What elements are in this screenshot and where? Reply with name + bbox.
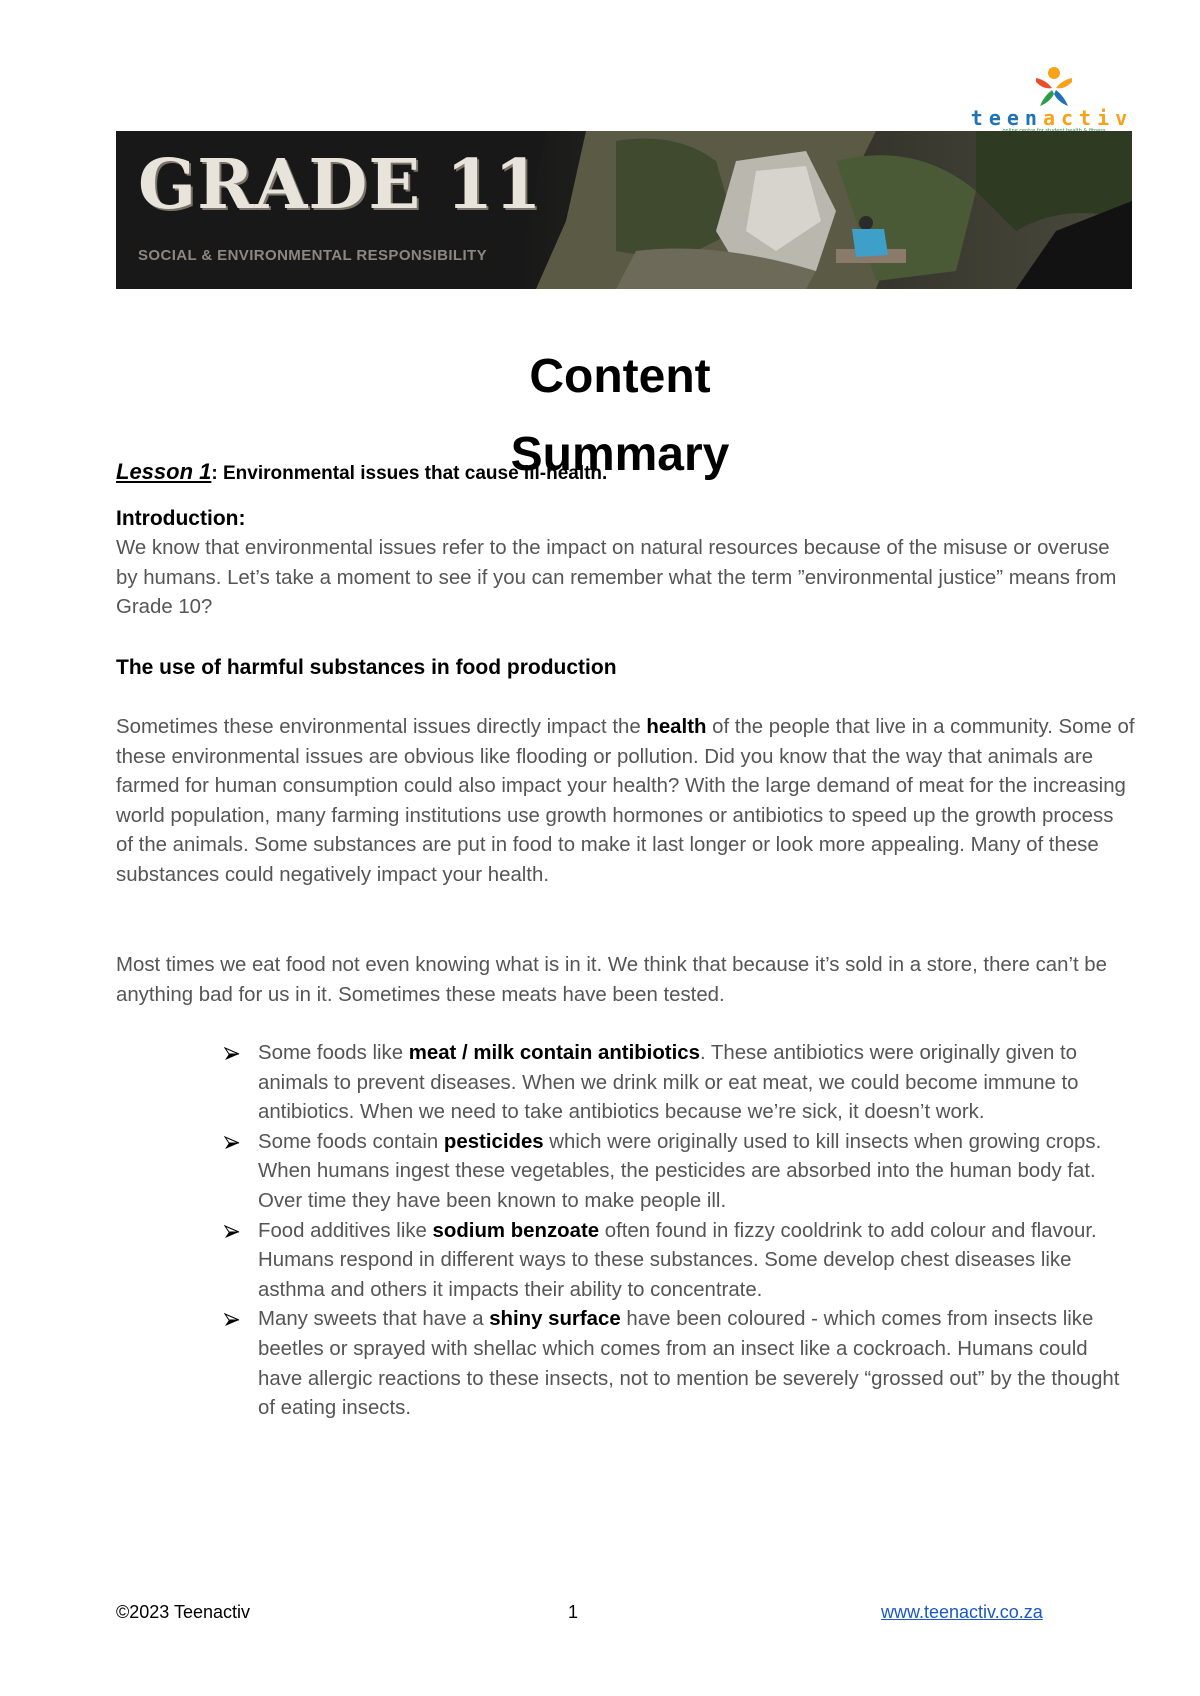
lesson-title: : Environmental issues that cause ill-health. — [211, 463, 608, 484]
list-item: Many sweets that have a shiny surface have been coloured - which comes from insects like beetles or sprayed with shellac which comes from an insect like a cockroach. Humans could have allergic reactions to these insects, not to mention be severely “grossed out” by the thought of eating insects. — [224, 1305, 1134, 1423]
keyword-shiny-surface: shiny surface — [489, 1308, 621, 1331]
arrow-bullet-icon — [224, 1136, 240, 1150]
keyword-health: health — [646, 716, 707, 738]
banner-subtitle: SOCIAL & ENVIRONMENTAL RESPONSIBILITY — [138, 247, 487, 264]
section-heading: The use of harmful substances in food production — [116, 656, 617, 679]
list-item: Some foods contain pesticides which were originally used to kill insects when growing crops. When humans ingest these vegetables, the pesticides are absorbed into the human body fat. Over time they have been known to make people ill. — [224, 1128, 1134, 1217]
paragraph-food-knowledge: Most times we eat food not even knowing what is in it. We think that because it’s sold in a store, there can’t be anything bad for us in it. Sometimes these meats have been tested. — [116, 954, 1107, 1006]
teenactiv-figure-icon — [1032, 66, 1076, 110]
grade-banner — [116, 131, 1132, 289]
page-title-line1: Content — [529, 350, 711, 403]
footer-website-link[interactable]: www.teenactiv.co.za — [881, 1602, 1043, 1622]
lesson-heading — [116, 459, 607, 485]
keyword-sodium-benzoate: sodium benzoate — [432, 1219, 600, 1242]
footer-copyright: ©2023 Teenactiv — [116, 1602, 251, 1622]
bullet-list — [224, 1039, 1134, 1424]
logo-wordmark: teenactiv — [970, 106, 1134, 130]
lesson-label: Lesson 1 — [116, 459, 212, 484]
teenactiv-logo — [960, 66, 1136, 136]
arrow-bullet-icon — [224, 1313, 240, 1327]
banner-grade-title: GRADE 11 — [138, 145, 543, 225]
keyword-antibiotics: meat / milk contain antibiotics — [408, 1042, 700, 1064]
arrow-bullet-icon — [224, 1047, 240, 1061]
keyword-pesticides: pesticides — [443, 1130, 544, 1153]
intro-heading: Introduction: — [116, 507, 246, 530]
page-title-line2: Summary — [510, 428, 730, 481]
arrow-bullet-icon — [224, 1225, 240, 1239]
list-item: Food additives like sodium benzoate often found in fizzy cooldrink to add colour and flavour. Humans respond in different ways to these substances. Some develop chest diseases like asthma and others it impacts their ability to concentrate. — [224, 1217, 1134, 1306]
intro-paragraph: We know that environmental issues refer to the impact on natural resources because of the misuse or overuse by humans. Let’s take a moment to see if you can remember what the term ”environmental justice” means from Grade 10? — [116, 537, 1117, 619]
paragraph-health: Sometimes these environmental issues directly impact the health of the people that live in a community. Some of these environmental issues are obvious like flooding or pollution. Did you know that the way that animals are farmed for human consumption could also impact your health? With the large demand of meat for the increasing world population, many farming institutions use growth hormones or antibiotics to speed up the growth process of the animals. Some substances are put in food to make it last longer or look more appealing. Many of these substances could negatively impact your health. — [116, 716, 1135, 886]
list-item: Some foods like meat / milk contain antibiotics. These antibiotics were originally given to animals to prevent diseases. When we drink milk or eat meat, we could become immune to antibiotics. When we need to take antibiotics because we’re sick, it doesn’t work. — [224, 1039, 1134, 1128]
footer-page-number: 1 — [568, 1602, 579, 1622]
